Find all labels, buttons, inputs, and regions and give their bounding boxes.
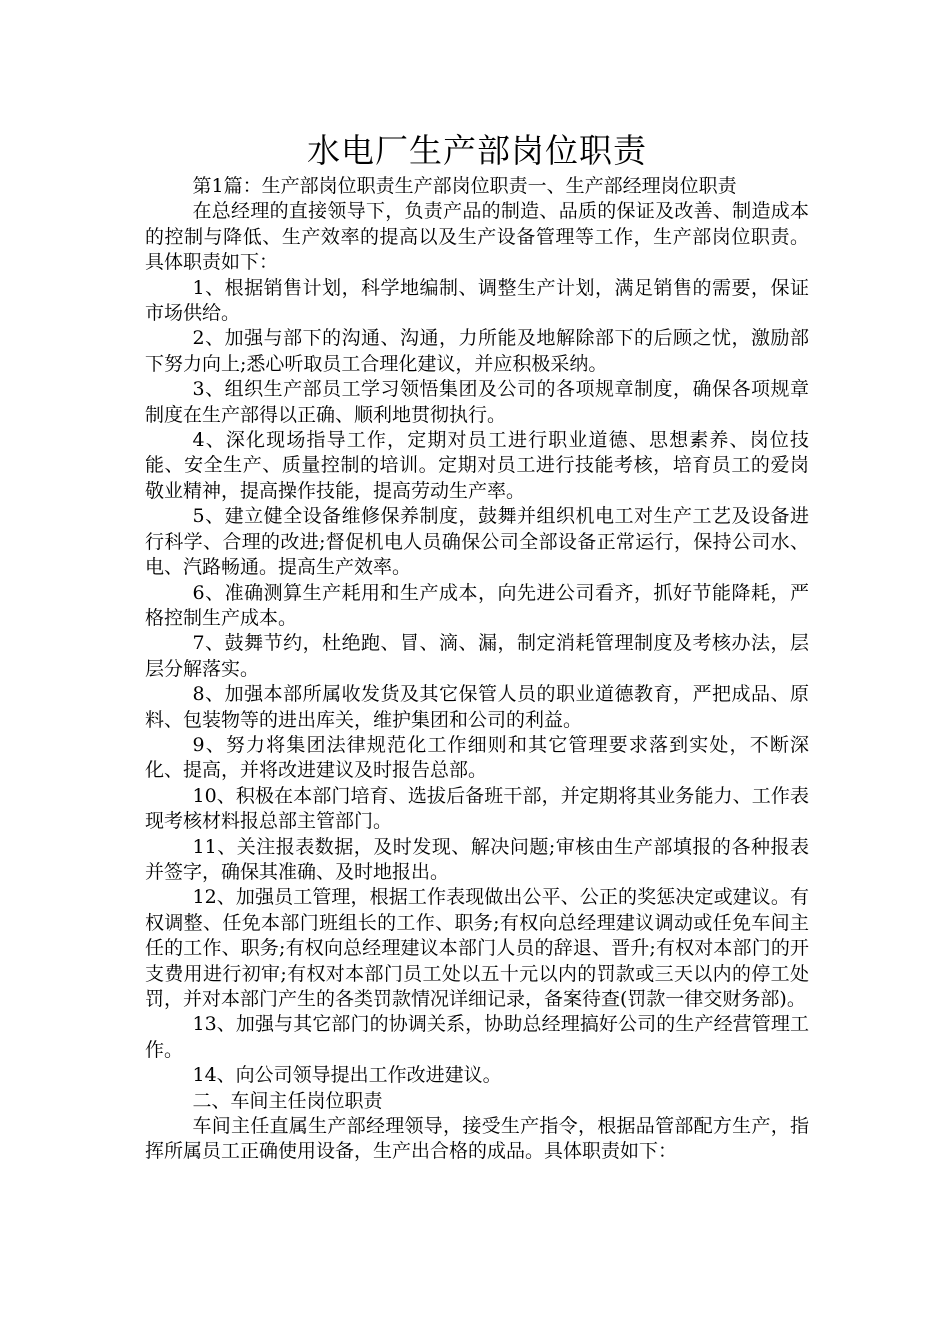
paragraph-duty-11: 11、关注报表数据，及时发现、解决问题;审核由生产部填报的各种报表并签字，确保其准确、及时地报出。 [145, 835, 809, 883]
paragraph-article-heading: 第1篇：生产部岗位职责生产部岗位职责一、生产部经理岗位职责 [192, 175, 737, 197]
paragraph-duty-13: 13、加强与其它部门的协调关系，协助总经理搞好公司的生产经营管理工作。 [145, 1013, 809, 1061]
paragraph-duty-3: 3、组织生产部员工学习领悟集团及公司的各项规章制度，确保各项规章制度在生产部得以正确、顺利地贯彻执行。 [145, 378, 809, 426]
section-heading-workshop-director: 二、车间主任岗位职责 [192, 1089, 383, 1112]
paragraph-duty-12: 12、加强员工管理，根据工作表现做出公平、公正的奖惩决定或建议。有权调整、任免本部门班组长的工作、职务;有权向总经理建议调动或任免车间主任的工作、职务;有权向总经理建议本部门人员的辞退、晋升;有权对本部门的开支费用进行初审;有权对本部门员工处以五十元以内的罚款或三天以内的停工处罚，并对本部门产生的各类罚款情况详细记录，备案待查(罚款一律交财务部)。 [145, 886, 809, 1010]
paragraph-intro: 在总经理的直接领导下，负责产品的制造、品质的保证及改善、制造成本的控制与降低、生产效率的提高以及生产设备管理等工作，生产部岗位职责。具体职责如下： [145, 200, 809, 274]
paragraph-duty-6: 6、准确测算生产耗用和生产成本，向先进公司看齐，抓好节能降耗，严格控制生产成本。 [145, 581, 809, 629]
paragraph-duty-9: 9、努力将集团法律规范化工作细则和其它管理要求落到实处，不断深化、提高，并将改进建议及时报告总部。 [145, 733, 809, 782]
paragraph-duty-4: 4、深化现场指导工作，定期对员工进行职业道德、思想素养、岗位技能、安全生产、质量控制的培训。定期对员工进行技能考核，培育员工的爱岗敬业精神，提高操作技能，提高劳动生产率。 [145, 429, 809, 502]
paragraph-duty-1: 1、根据销售计划，科学地编制、调整生产计划，满足销售的需要，保证市场供给。 [145, 276, 809, 325]
paragraph-duty-7: 7、鼓舞节约，杜绝跑、冒、滴、漏，制定消耗管理制度及考核办法，层层分解落实。 [145, 632, 809, 680]
document-title: 水电厂生产部岗位职责 [307, 131, 647, 170]
paragraph-duty-10: 10、积极在本部门培育、选拔后备班干部，并定期将其业务能力、工作表现考核材料报总部主管部门。 [145, 784, 809, 833]
paragraph-duty-5: 5、建立健全设备维修保养制度，鼓舞并组织机电工对生产工艺及设备进行科学、合理的改进;督促机电人员确保公司全部设备正常运行，保持公司水、电、汽路畅通。提高生产效率。 [145, 505, 809, 579]
paragraph-duty-14: 14、向公司领导提出工作改进建议。 [192, 1064, 502, 1087]
paragraph-duty-2: 2、加强与部下的沟通、沟通，力所能及地解除部下的后顾之忧，激励部下努力向上;悉心听取员工合理化建议，并应积极采纳。 [145, 327, 809, 375]
paragraph-duty-8: 8、加强本部所属收发货及其它保管人员的职业道德教育，严把成品、原料、包装物等的进出库关，维护集团和公司的利益。 [145, 683, 809, 731]
document-page [145, 128, 809, 1165]
paragraph-workshop-director-intro: 车间主任直属生产部经理领导，接受生产指令，根据品管部配方生产，指挥所属员工正确使用设备，生产出合格的成品。具体职责如下： [145, 1115, 809, 1163]
